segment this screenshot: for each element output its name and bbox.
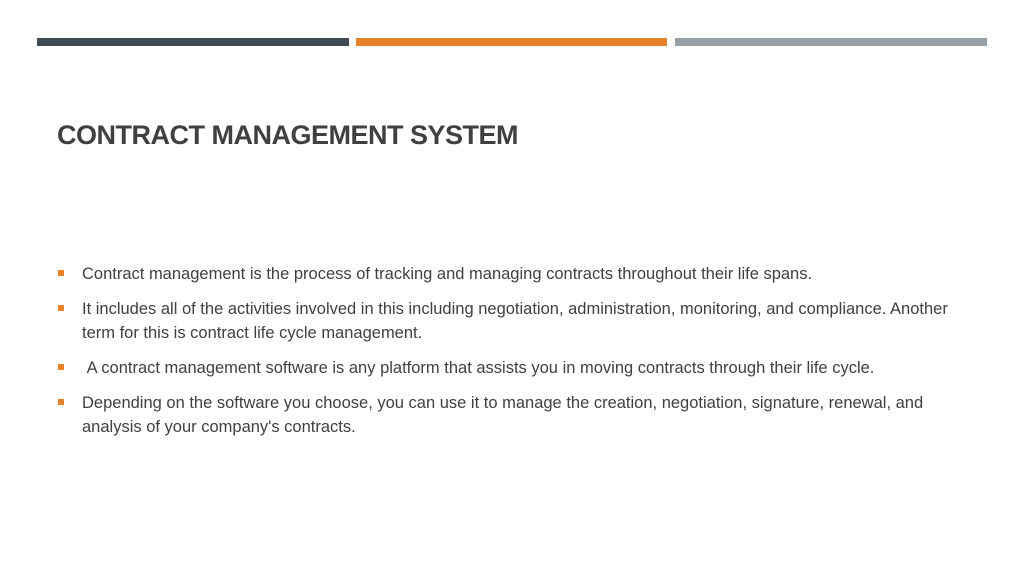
bullet-text: A contract management software is any platform that assists you in moving contracts through their life cycle. <box>82 359 875 377</box>
bullet-text: It includes all of the activities involved in this including negotiation, administration, monitoring, and compliance. Another term for this is contract life cycle management. <box>82 300 948 342</box>
accent-bar-orange <box>356 38 667 46</box>
bullet-item <box>57 297 967 345</box>
bullet-text: Contract management is the process of tracking and managing contracts throughout their life spans. <box>82 265 813 283</box>
square-bullet-icon <box>58 305 64 311</box>
bullet-item <box>57 391 967 439</box>
bullet-item <box>57 262 967 286</box>
bullet-item <box>57 356 967 380</box>
bullet-text: Depending on the software you choose, you can use it to manage the creation, negotiation, signature, renewal, and analysis of your company's contracts. <box>82 394 924 436</box>
accent-bar-dark <box>37 38 349 46</box>
bullet-list <box>57 262 967 450</box>
header-accent-bars <box>37 38 987 46</box>
accent-bar-gray <box>675 38 987 46</box>
square-bullet-icon <box>58 399 64 405</box>
slide-title: CONTRACT MANAGEMENT SYSTEM <box>57 120 518 150</box>
square-bullet-icon <box>58 270 64 276</box>
square-bullet-icon <box>58 364 64 370</box>
